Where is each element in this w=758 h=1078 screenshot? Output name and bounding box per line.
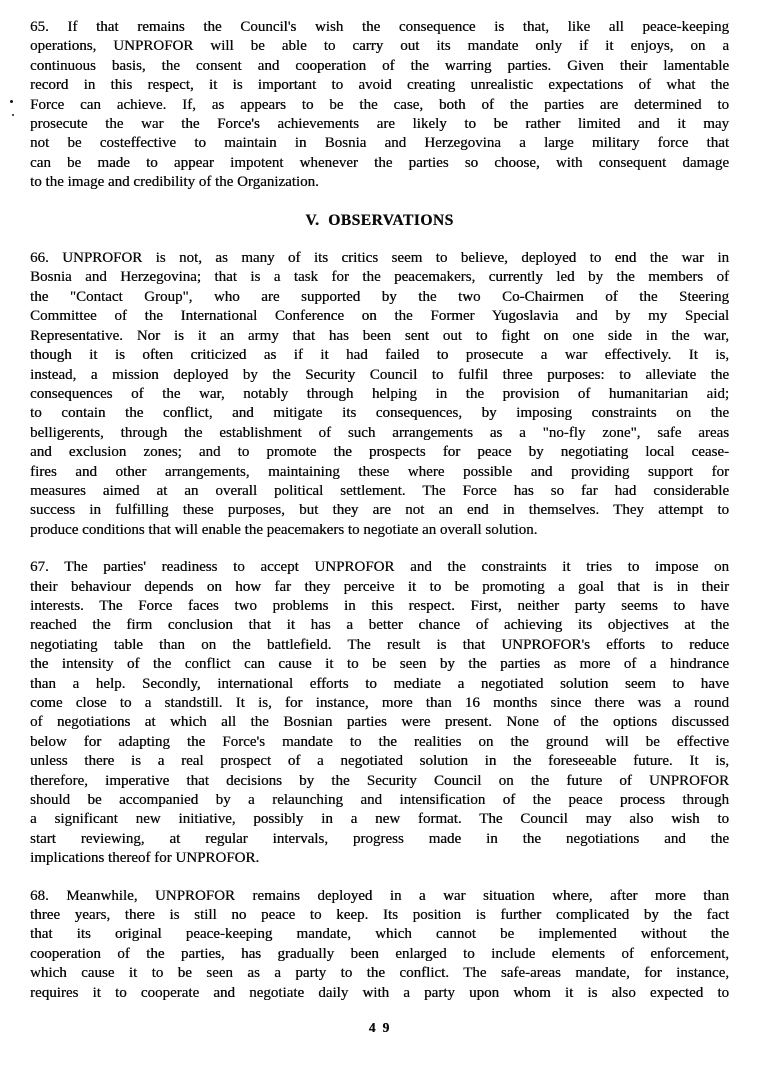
- text-line: requires it to cooperate and negotiate daily with a party upon whom it is also expected to: [30, 984, 729, 1001]
- text-line: continuous basis, the consent and cooperation of the warring parties. Given their lamentable: [30, 57, 729, 74]
- text-line: three years, there is still no peace to keep. Its position is further complicated by the fact: [30, 907, 729, 924]
- text-line: of negotiations at which all the Bosnian parties were present. None of the options discussed: [30, 714, 729, 731]
- text-line: start reviewing, at regular intervals, progress made in the negotiations and the: [30, 830, 729, 847]
- text-line: unless there is a real prospect of a negotiated solution in the foreseeable future. It is,: [30, 753, 729, 770]
- text-line: than a help. Secondly, international efforts to mediate a negotiated solution seem to have: [30, 675, 729, 692]
- text-line: the intensity of the conflict can cause it to be seen by the parties as more of a hindrance: [30, 656, 729, 673]
- text-line: their behaviour depends on how far they perceive it to be promoting a goal that is in their: [30, 578, 729, 595]
- paragraph-65: [30, 18, 729, 193]
- text-line: 67. The parties' readiness to accept UNPROFOR and the constraints it tries to impose on: [30, 559, 729, 576]
- text-line: success in fulfilling these purposes, but they are not an end in themselves. They attempt to: [30, 502, 729, 519]
- text-line: consequences of the war, notably through helping in the provision of humanitarian aid;: [30, 385, 729, 402]
- text-line: Committee of the International Conference on the Former Yugoslavia and by my Special: [30, 308, 729, 325]
- text-line: implications thereof for UNPROFOR.: [30, 850, 260, 867]
- text-line: should be accompanied by a relaunching and intensification of the peace process through: [30, 792, 729, 809]
- text-line: below for adapting the Force's mandate to the realities on the ground will be effective: [30, 733, 729, 750]
- text-line: therefore, imperative that decisions by the Security Council on the future of UNPROFOR: [30, 772, 729, 789]
- text-line: reached the firm conclusion that it has a better chance of achieving its objectives at the: [30, 617, 729, 634]
- text-line: fires and other arrangements, maintaining these where possible and providing support for: [30, 463, 729, 480]
- paragraph-68: [30, 887, 729, 1003]
- scan-speck: [12, 114, 14, 116]
- text-line: Force can achieve. If, as appears to be the case, both of the parties are determined to: [30, 96, 729, 113]
- text-line: instead, a mission deployed by the Security Council to fulfil three purposes: to alleviate the: [30, 366, 729, 383]
- text-line: 68. Meanwhile, UNPROFOR remains deployed in a war situation where, after more than: [30, 887, 729, 904]
- section-heading: V. OBSERVATIONS: [305, 211, 454, 229]
- text-line: and exclusion zones; and to promote the prospects for peace by negotiating local cease-: [30, 444, 729, 461]
- text-line: operations, UNPROFOR will be able to carry out its mandate only if it enjoys, on a: [30, 38, 729, 55]
- text-line: a significant new initiative, possibly in a new format. The Council may also wish to: [30, 811, 729, 828]
- text-line: 66. UNPROFOR is not, as many of its critics seem to believe, deployed to end the war in: [30, 250, 729, 267]
- text-line: record in this respect, it is important to avoid creating unrealistic expectations of what the: [30, 77, 729, 94]
- scan-speck: [10, 100, 13, 103]
- text-line: belligerents, through the establishment of such arrangements as a "no-fly zone", safe areas: [30, 424, 729, 441]
- paragraph-67: [30, 558, 729, 869]
- text-line: Bosnia and Herzegovina; that is a task for the peacemakers, currently led by the members of: [30, 269, 729, 286]
- text-line: prosecute the war the Force's achievements are likely to be rather limited and it may: [30, 116, 729, 133]
- text-line: cooperation of the parties, has gradually been enlarged to include elements of enforcement,: [30, 945, 729, 962]
- text-line: the "Contact Group", who are supported by the two Co-Chairmen of the Steering: [30, 288, 729, 305]
- paragraph-66: [30, 249, 729, 540]
- text-line: which cause it to be seen as a party to the conflict. The safe-areas mandate, for instance,: [30, 965, 729, 982]
- text-line: that its original peace-keeping mandate, which cannot be implemented without the: [30, 926, 729, 943]
- text-line: to contain the conflict, and mitigate its consequences, by imposing constraints on the: [30, 405, 729, 422]
- text-line: negotiating table than on the battlefield. The result is that UNPROFOR's efforts to reduce: [30, 636, 729, 653]
- text-line: come close to a standstill. It is, for instance, more than 16 months since there was a round: [30, 695, 729, 711]
- text-line: measures aimed at an overall political settlement. The Force has so far had considerable: [30, 482, 729, 499]
- text-line: though it is often criticized as if it had failed to prosecute a war effectively. It is,: [30, 347, 729, 364]
- text-line: Representative. Nor is it an army that has been sent out to fight on one side in the war,: [30, 327, 729, 344]
- text-line: 65. If that remains the Council's wish the consequence is that, like all peace-keeping: [30, 19, 729, 35]
- text-line: not be costeffective to maintain in Bosnia and Herzegovina a large military force that: [30, 135, 729, 152]
- text-line: produce conditions that will enable the peacemakers to negotiate an overall solution.: [30, 521, 538, 538]
- text-line: interests. The Force faces two problems in this respect. First, neither party seems to have: [30, 597, 729, 614]
- text-line: can be made to appear impotent whenever the parties so choose, with consequent damage: [30, 154, 729, 171]
- page-number: 49: [368, 1020, 397, 1035]
- text-line: to the image and credibility of the Organization.: [30, 174, 319, 191]
